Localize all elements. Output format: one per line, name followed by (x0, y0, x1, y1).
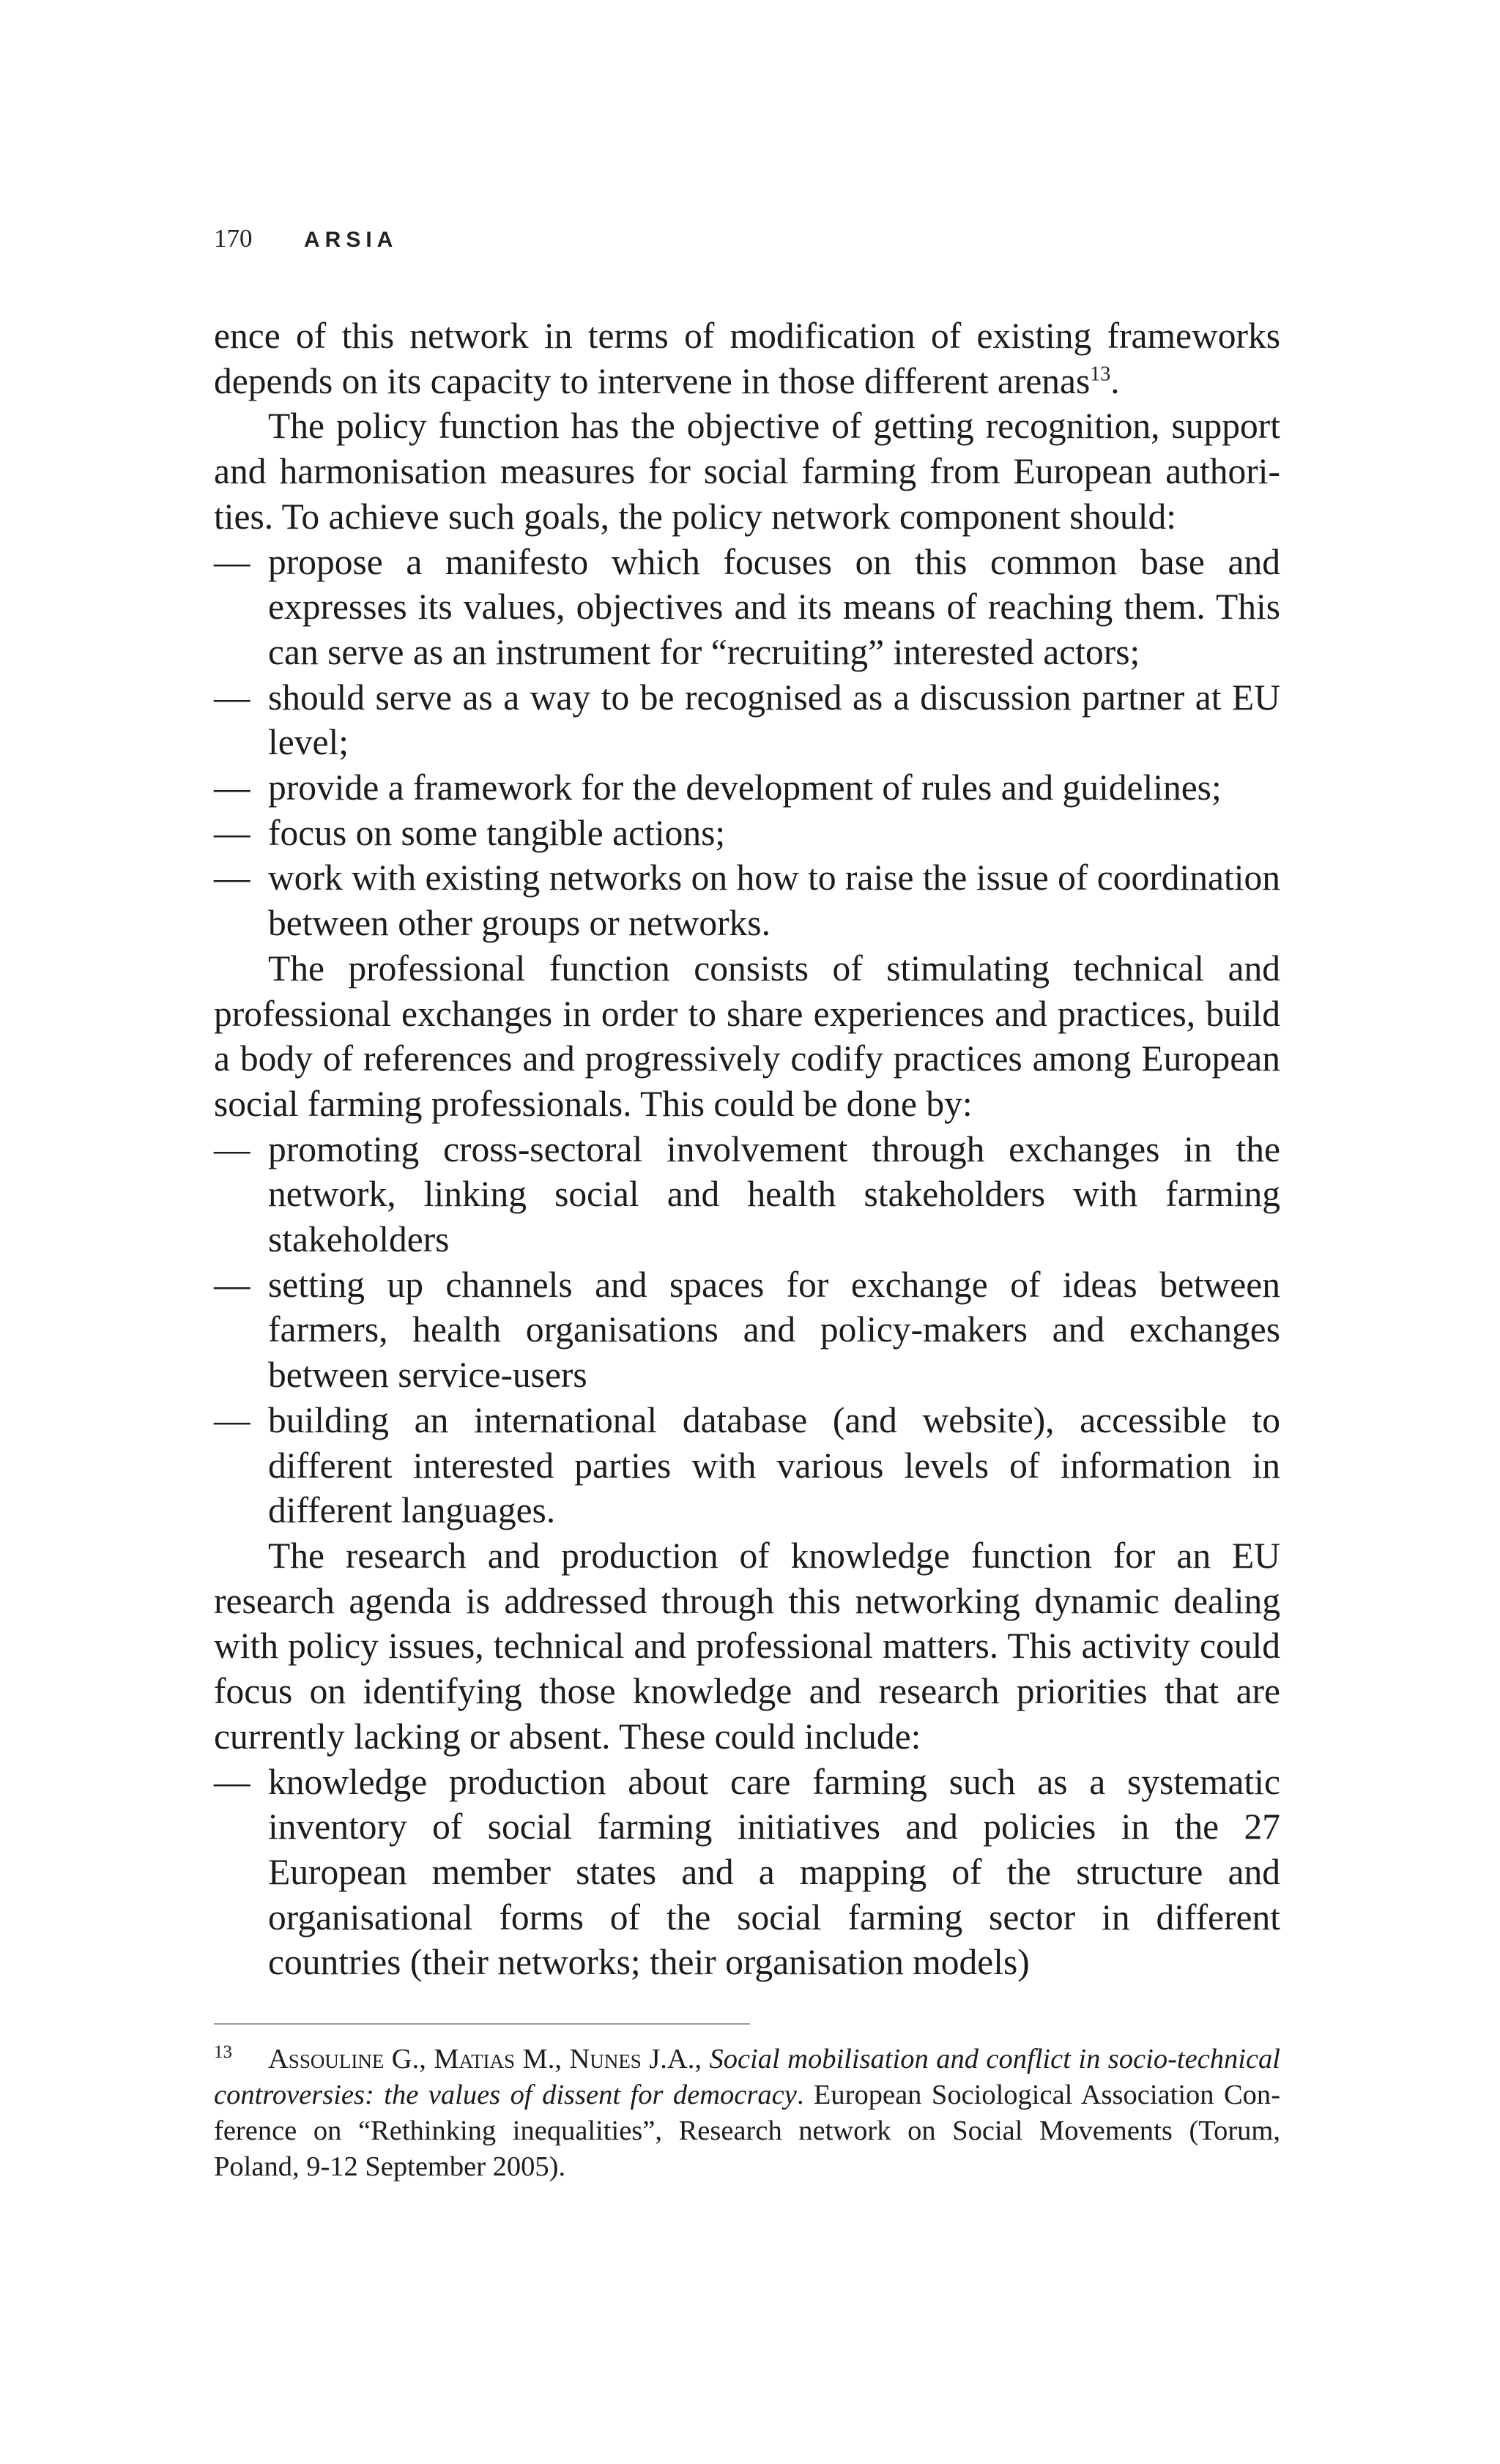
dash-bullet: — (214, 812, 250, 853)
list-item (214, 1262, 1280, 1398)
list-item-text: work with existing networks on how to raise the issue of coordination between other groups or networks. (268, 857, 1280, 944)
footnote-authors: Assouline G., Matias M., Nunes J.A., (268, 2044, 702, 2074)
footnote-reference: 13 (1090, 362, 1111, 386)
dash-bullet: — (214, 857, 250, 898)
professional-list (214, 1127, 1280, 1533)
list-item (214, 540, 1280, 675)
dash-bullet: — (214, 1264, 250, 1305)
paragraph-continued (214, 313, 1280, 403)
footnote: 13 Assouline G., Matias M., Nunes J.A., Social mobilisation and conflict in socio-technical controversies: the values of dissent for democracy. European Sociological Association Conference on “Rethinking inequalities”, Research network on Social Movements (Torum, Poland, 9-12 September 2005). (214, 2042, 1281, 2182)
dash-bullet: — (214, 1128, 250, 1169)
paragraph-policy-function: The policy function has the objective of getting recognition, support and harmonisation measures for social farming from European authorities. To achieve such goals, the policy network component should: (214, 406, 1280, 537)
list-item-text: knowledge production about care farming such as a systematic inventory of social farming initiatives and policies in the 27 European member states and a mapping of the structure and organisational forms of the social farming sector in different countries (their networks; their organisation models) (268, 1761, 1280, 1983)
body-text (214, 313, 1280, 1985)
list-item (214, 1127, 1280, 1262)
running-head (214, 224, 398, 253)
list-item (214, 811, 1280, 856)
paragraph-text: ence of this network in terms of modification of existing frameworks depends on its capacity to intervene in those different arenas (214, 316, 1280, 401)
dash-bullet: — (214, 1399, 250, 1440)
dash-bullet: — (214, 767, 250, 808)
policy-list (214, 540, 1280, 946)
list-item-text: setting up channels and spaces for exchange of ideas between farmers, health organisations and policy-makers and exchanges between service-users (268, 1264, 1280, 1396)
footnote-rest: . European Sociological Association Conference on “Rethinking inequalities”, Research network on Social Movements (Torum, Poland, 9-12 September 2005). (214, 2080, 1281, 2182)
list-item (214, 1760, 1280, 1986)
list-item-text: promoting cross-sectoral involvement through exchanges in the network, linking social and health stakeholders with farming stakeholders (268, 1128, 1280, 1260)
list-item-text: should serve as a way to be recognised as a discussion partner at EU level; (268, 677, 1280, 763)
research-list (214, 1760, 1280, 1986)
dash-bullet: — (214, 541, 250, 582)
footnote-title: Social mobilisation and conflict in socio-technical controversies: the values of dissent for democracy (214, 2044, 1280, 2110)
paragraph-research-function: The research and production of knowledge function for an EU research agenda is addressed through this networking dynamic dealing with policy issues, technical and professional matters. This activity could focus on identifying those knowledge and research priorities that are currently lacking or absent. These could include: (214, 1535, 1280, 1757)
paragraph-professional-function: The professional function consists of stimulating technical and professional exchanges in order to share experiences and practices, build a body of references and progressively codify practices among European social farming professionals. This could be done by: (214, 948, 1280, 1124)
list-item (214, 855, 1280, 945)
list-item-text: focus on some tangible actions; (268, 812, 726, 853)
list-item (214, 765, 1280, 811)
list-item-text: building an international database (and website), accessible to different interested parties with various levels of information in different languages. (268, 1399, 1280, 1531)
list-item (214, 1398, 1280, 1533)
list-item-text: provide a framework for the development of rules and guidelines; (268, 767, 1222, 808)
page-number: 170 (214, 224, 253, 253)
list-item (214, 675, 1280, 765)
footnote-separator (214, 2023, 750, 2025)
list-item-text: propose a manifesto which focuses on this common base and expresses its values, objectives and its means of reaching them. This can serve as an instrument for “recruiting” interested actors; (268, 541, 1280, 672)
dash-bullet: — (214, 677, 250, 718)
journal-name: ARSIA (304, 228, 398, 252)
paragraph-end: . (1110, 360, 1120, 401)
dash-bullet: — (214, 1761, 250, 1802)
